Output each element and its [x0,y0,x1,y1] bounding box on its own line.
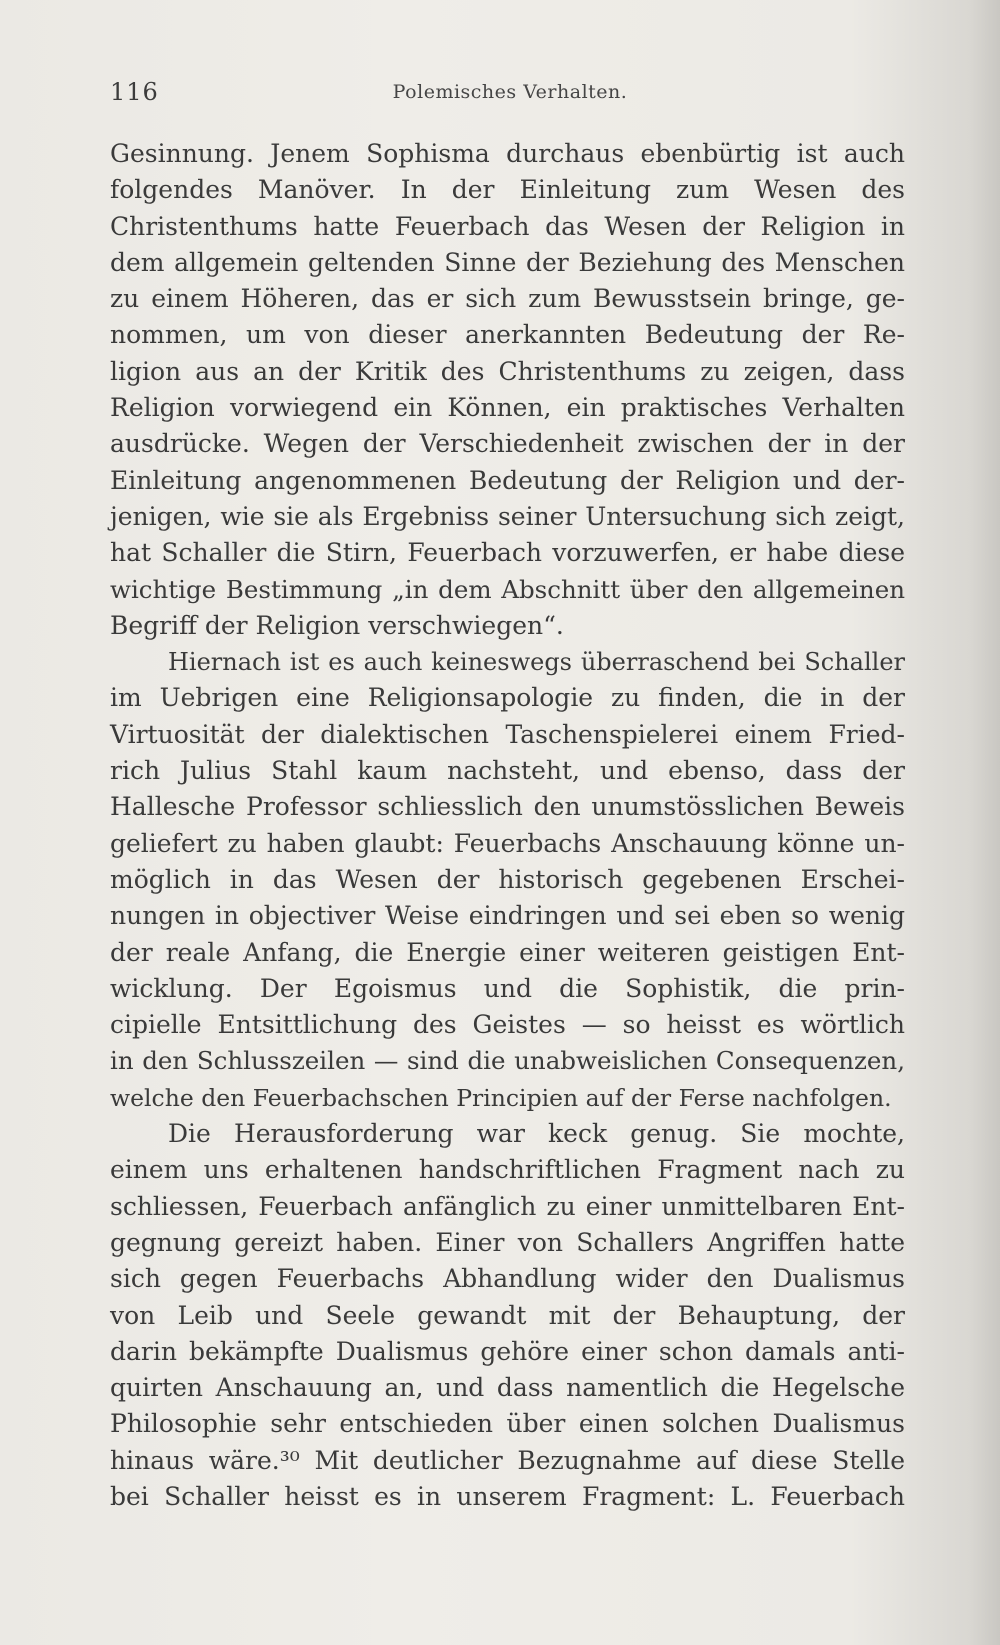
text-line: Die Herausforderung war keck genug. Sie mochte, [168,1119,905,1149]
text-line: Christenthums hatte Feuerbach das Wesen der Religion in [110,211,905,241]
text-line: ligion aus an der Kritik des Christenthums zu zeigen, dass [110,356,905,386]
text-line: ausdrücke. Wegen der Verschiedenheit zwischen der in der [110,429,905,459]
text-line: Religion vorwiegend ein Können, ein praktisches Verhalten [110,393,905,423]
text-line: sich gegen Feuerbachs Abhandlung wider den Dualismus [110,1264,905,1294]
text-line: Begriff der Religion verschwiegen“. [110,610,564,640]
text-line: darin bekämpfte Dualismus gehöre einer schon damals anti- [110,1336,905,1366]
page-header [110,78,910,112]
page-number: 116 [110,78,159,106]
text-line: einem uns erhaltenen handschriftlichen Fragment nach zu [110,1155,905,1185]
text-line: hat Schaller die Stirn, Feuerbach vorzuwerfen, er habe diese [110,538,905,568]
text-line: dem allgemein geltenden Sinne der Beziehung des Menschen [110,247,905,277]
text-line: Hallesche Professor schliesslich den unumstösslichen Beweis [110,792,905,822]
text-line: in den Schlusszeilen — sind die unabweislichen Consequenzen, [110,1046,905,1076]
text-line: hinaus wäre.³⁰ Mit deutlicher Bezugnahme auf diese Stelle [110,1445,905,1475]
text-line: Einleitung angenommenen Bedeutung der Religion und der- [110,465,905,495]
text-line: bei Schaller heisst es in unserem Fragment: L. Feuerbach [110,1481,905,1511]
text-line: im Uebrigen eine Religionsapologie zu finden, die in der [110,683,905,713]
running-title: Polemisches Verhalten. [392,81,628,103]
text-line: gegnung gereizt haben. Einer von Schallers Angriffen hatte [110,1227,905,1257]
text-line: Philosophie sehr entschieden über einen solchen Dualismus [110,1409,905,1439]
text-line: cipielle Entsittlichung des Geistes — so heisst es wörtlich [110,1010,905,1040]
text-line: wicklung. Der Egoismus und die Sophistik, die prin- [110,973,905,1003]
text-line: rich Julius Stahl kaum nachsteht, und ebenso, dass der [110,756,905,786]
text-line: jenigen, wie sie als Ergebniss seiner Untersuchung sich zeigt, [110,501,905,531]
text-line: welche den Feuerbachschen Principien auf der Ferse nachfolgen. [110,1083,892,1112]
text-line: geliefert zu haben glaubt: Feuerbachs Anschauung könne un- [110,828,905,858]
text-line: Virtuosität der dialektischen Taschenspielerei einem Fried- [110,719,905,749]
text-line: Hiernach ist es auch keineswegs überraschend bei Schaller [168,648,905,677]
text-line: von Leib und Seele gewandt mit der Behauptung, der [110,1300,905,1330]
body-text [110,136,905,1515]
paragraph [110,644,905,1116]
text-line: der reale Anfang, die Energie einer weiteren geistigen Ent- [110,937,905,967]
text-line: schliessen, Feuerbach anfänglich zu einer unmittelbaren Ent- [110,1191,905,1221]
text-line: quirten Anschauung an, und dass namentlich die Hegelsche [110,1373,905,1403]
text-line: wichtige Bestimmung „in dem Abschnitt über den allgemeinen [110,574,905,604]
paragraph [110,1116,905,1515]
text-line: Gesinnung. Jenem Sophisma durchaus ebenbürtig ist auch [110,139,905,168]
text-line: möglich in das Wesen der historisch gegebenen Erschei- [110,864,905,894]
text-line: zu einem Höheren, das er sich zum Bewusstsein bringe, ge- [110,284,905,314]
text-line: nungen in objectiver Weise eindringen und sei eben so wenig [110,901,905,931]
text-line: folgendes Manöver. In der Einleitung zum Wesen des [110,175,905,205]
text-line: nommen, um von dieser anerkannten Bedeutung der Re- [110,320,905,350]
paragraph [110,136,905,644]
